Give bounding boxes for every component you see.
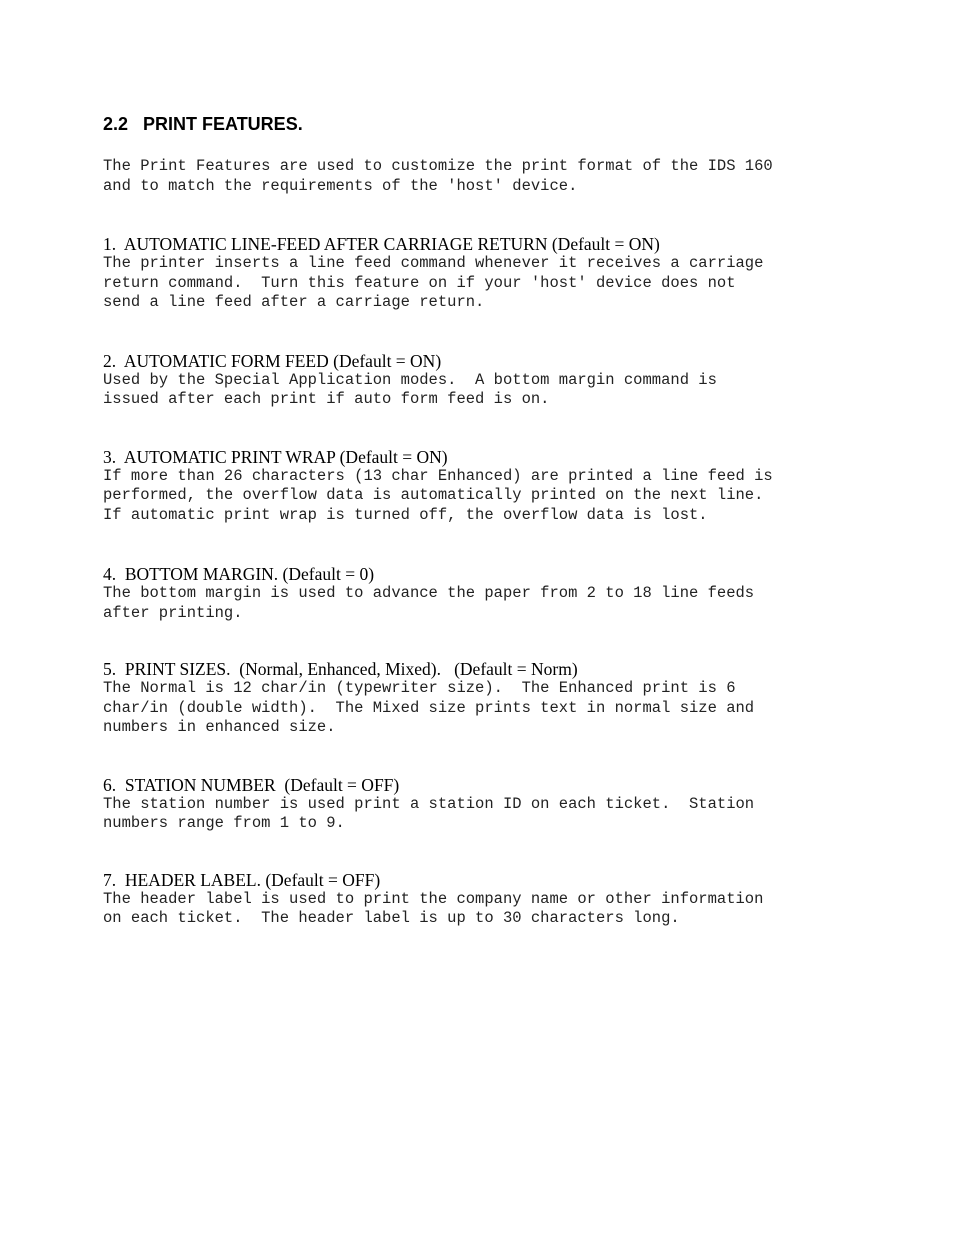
feature-line: The Normal is 12 char/in (typewriter size). The Enhanced print is 6 bbox=[103, 679, 736, 697]
feature-heading: 6. STATION NUMBER (Default = OFF) bbox=[103, 774, 400, 795]
feature-2 bbox=[103, 351, 903, 410]
feature-heading: 7. HEADER LABEL. (Default = OFF) bbox=[103, 869, 381, 890]
feature-line: send a line feed after a carriage return. bbox=[103, 293, 485, 311]
intro-paragraph bbox=[103, 157, 903, 196]
feature-1 bbox=[103, 234, 903, 313]
feature-line: If more than 26 characters (13 char Enhanced) are printed a line feed is bbox=[103, 466, 773, 485]
feature-line: The printer inserts a line feed command whenever it receives a carriage bbox=[103, 254, 764, 272]
feature-description bbox=[103, 254, 903, 313]
feature-heading: 5. PRINT SIZES. (Normal, Enhanced, Mixed). (Default = Norm) bbox=[103, 659, 578, 679]
feature-line: If automatic print wrap is turned off, the overflow data is lost. bbox=[103, 505, 708, 524]
feature-3 bbox=[103, 447, 903, 526]
feature-description bbox=[103, 795, 903, 834]
feature-line: char/in (double width). The Mixed size prints text in normal size and bbox=[103, 698, 755, 717]
feature-4 bbox=[103, 564, 903, 623]
feature-heading: 4. BOTTOM MARGIN. (Default = 0) bbox=[103, 564, 375, 584]
intro-line: and to match the requirements of the 'host' device. bbox=[103, 176, 578, 195]
section-title: 2.2 PRINT FEATURES. bbox=[103, 114, 303, 134]
feature-5 bbox=[103, 659, 903, 738]
feature-7 bbox=[103, 870, 903, 929]
document-page bbox=[103, 113, 903, 929]
feature-line: return command. Turn this feature on if your 'host' device does not bbox=[103, 273, 736, 292]
feature-line: Used by the Special Application modes. A bottom margin command is bbox=[103, 370, 717, 389]
feature-description bbox=[103, 467, 903, 526]
feature-line: performed, the overflow data is automatically printed on the next line. bbox=[103, 486, 764, 504]
feature-line: numbers range from 1 to 9. bbox=[103, 814, 345, 832]
feature-line: on each ticket. The header label is up to 30 characters long. bbox=[103, 909, 680, 927]
feature-6 bbox=[103, 775, 903, 834]
feature-line: The bottom margin is used to advance the paper from 2 to 18 line feeds bbox=[103, 584, 755, 602]
feature-line: The header label is used to print the company name or other information bbox=[103, 889, 764, 908]
feature-description bbox=[103, 584, 903, 623]
feature-line: numbers in enhanced size. bbox=[103, 718, 336, 736]
feature-line: The station number is used print a station ID on each ticket. Station bbox=[103, 794, 755, 813]
feature-description bbox=[103, 371, 903, 410]
feature-description bbox=[103, 679, 903, 738]
intro-line: The Print Features are used to customize the print format of the IDS 160 bbox=[103, 157, 773, 175]
feature-line: issued after each print if auto form feed is on. bbox=[103, 390, 550, 408]
feature-heading: 3. AUTOMATIC PRINT WRAP (Default = ON) bbox=[103, 446, 448, 467]
feature-heading: 1. AUTOMATIC LINE-FEED AFTER CARRIAGE RETURN (Default = ON) bbox=[103, 234, 660, 254]
feature-line: after printing. bbox=[103, 603, 243, 622]
feature-heading: 2. AUTOMATIC FORM FEED (Default = ON) bbox=[103, 350, 442, 371]
feature-description bbox=[103, 890, 903, 929]
